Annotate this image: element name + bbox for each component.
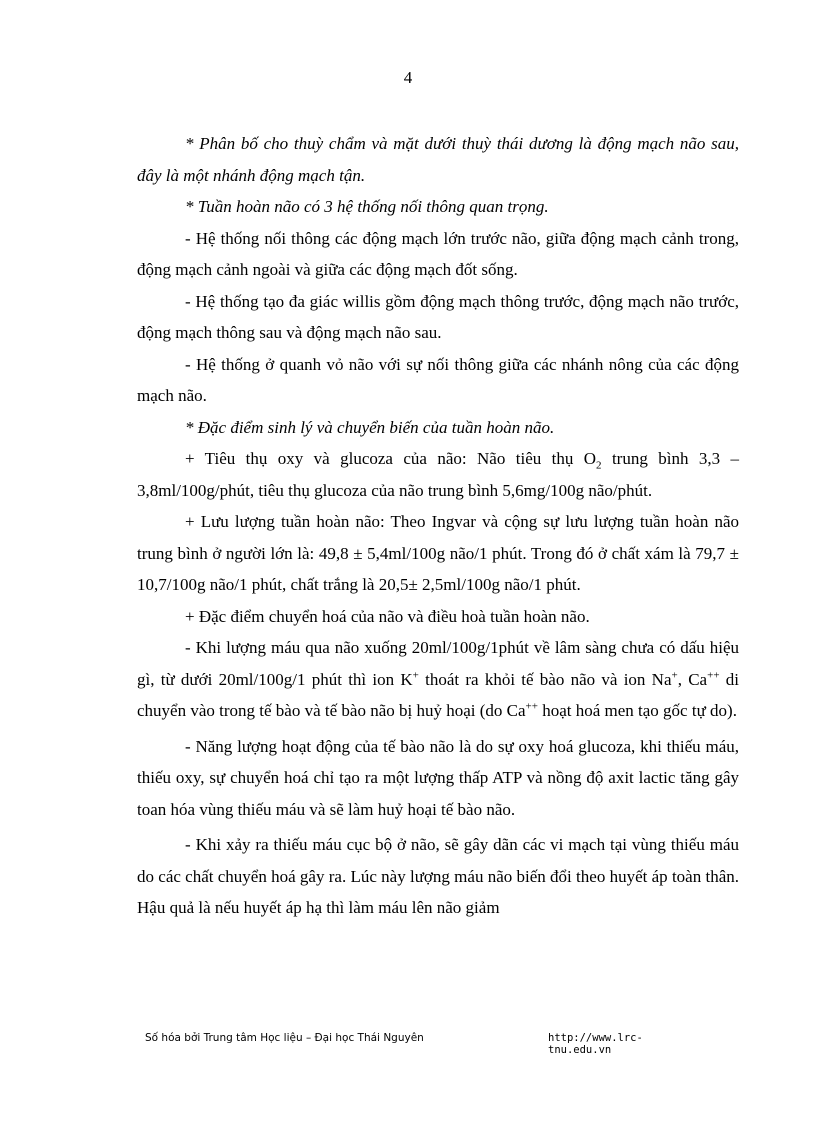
text-segment: , Ca bbox=[677, 669, 708, 689]
text-segment: + Tiêu thụ oxy và glucoza của não: Não tiêu thụ O bbox=[185, 449, 597, 468]
page-number: 4 bbox=[403, 68, 413, 87]
superscript: + bbox=[671, 668, 678, 681]
paragraph-oxygen-glucose-consumption bbox=[137, 443, 739, 506]
paragraph-anastomosis-heading: * Tuần hoàn não có 3 hệ thống nối thông quan trọng. bbox=[185, 197, 549, 216]
paragraph-physiology-heading: * Đặc điểm sinh lý và chuyển biến của tuần hoàn não. bbox=[185, 417, 555, 437]
text-segment: thoát ra khỏi tế bào não và ion Na bbox=[418, 669, 672, 689]
paragraph-energy-metabolism: - Năng lượng hoạt động của tế bào não là do sự oxy hoá glucoza, khi thiếu máu, thiếu oxy, sự chuyển hoá chỉ tạo ra một lượng thấp ATP và nồng độ axit lactic tăng gây toan hóa vùng thiếu máu và sẽ làm huỷ hoại tế bào não. bbox=[137, 736, 739, 819]
text-segment: hoạt hoá men tạo gốc tự do). bbox=[537, 701, 737, 720]
paragraph-cerebral-blood-flow: + Lưu lượng tuần hoàn não: Theo Ingvar và cộng sự lưu lượng tuần hoàn não trung bình ở người lớn là: 49,8 ± 5,4ml/100g não/1 phút. Trong đó ở chất xám là 79,7 ± 10,7/100g não/1 phút, chất trắng là 20,5± 2,5ml/100g não/1 phút. bbox=[137, 512, 739, 594]
paragraph-ischemia-vasodilation: - Khi xảy ra thiếu máu cục bộ ở não, sẽ gây dãn các vi mạch tại vùng thiếu máu do các chất chuyển hoá gây ra. Lúc này lượng máu não biến đổi theo huyết áp toàn thân. Hậu quả là nếu huyết áp hạ thì làm máu lên não giảm bbox=[137, 835, 739, 917]
superscript: + bbox=[412, 668, 419, 681]
footer-source: Số hóa bởi Trung tâm Học liệu – Đại học Thái Nguyên bbox=[145, 1032, 424, 1044]
text-segment: di chuyển vào trong tế bào và tế bào não bị huỷ hoại (do Ca bbox=[137, 669, 740, 720]
subscript: 2 bbox=[596, 459, 602, 472]
text-segment: - Khi lượng máu qua não xuống 20ml/100g/1phút về lâm sàng chưa có dấu hiệu gì, từ dưới 20ml/100g/1 phút thì ion K bbox=[137, 638, 739, 689]
paragraph-ion-movement bbox=[137, 632, 739, 727]
footer-url: http://www.lrc-tnu.edu.vn bbox=[548, 1032, 643, 1056]
paragraph-circle-of-willis: - Hệ thống tạo đa giác willis gồm động mạch thông trước, động mạch não trước, động mạch thông sau và động mạch não sau. bbox=[137, 291, 739, 342]
text-segment: trung bình 3,3 – 3,8ml/100g/phút, tiêu thụ glucoza của não trung bình 5,6mg/100g não/phút. bbox=[137, 449, 740, 500]
superscript: ++ bbox=[707, 668, 720, 681]
paragraph-anastomosis-large-arteries: - Hệ thống nối thông các động mạch lớn trước não, giữa động mạch cảnh trong, động mạch cảnh ngoài và giữa các động mạch đốt sống. bbox=[137, 228, 739, 279]
paragraph-metabolism-heading: + Đặc điểm chuyển hoá của não và điều hoà tuần hoàn não. bbox=[185, 606, 590, 626]
paragraph-cortical-anastomosis: - Hệ thống ở quanh vỏ não với sự nối thông giữa các nhánh nông của các động mạch não. bbox=[137, 354, 739, 405]
superscript: ++ bbox=[525, 700, 538, 713]
paragraph-posterior-cerebral-artery: * Phân bố cho thuỳ chẩm và mặt dưới thuỳ thái dương là động mạch não sau, đây là một nhánh động mạch tận. bbox=[137, 134, 739, 185]
document-body bbox=[137, 128, 739, 924]
